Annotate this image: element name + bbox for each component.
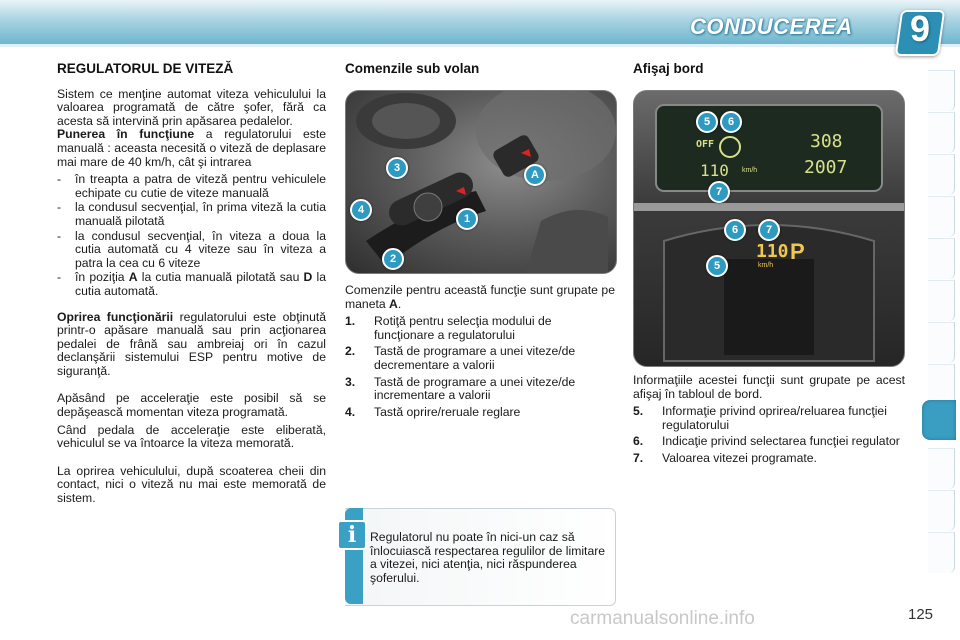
control-item: 4. Tastă oprire/reruale reglare [345,404,521,419]
release-paragraph: Când pedala de acceleraţie este eliberată, vehiculul se va întoarce la viteza memorată. [57,422,326,451]
callout-1: 1 [456,208,478,230]
intro-paragraph: Sistem ce menţine automat viteza vehiculului la valoarea programată de către şofer, fără ca acesta să intervină prin apăsarea pedalelor. [57,86,326,128]
steering-controls-section [345,62,615,88]
callout-4: 4 [350,199,372,221]
callout-7: 7 [758,219,780,241]
section-heading: REGULATORUL DE VITEZĂ [57,61,234,76]
activation-label: Punerea în funcţiune [57,127,195,142]
display-description [633,374,905,469]
condition-item: - în treapta a patra de viteză pentru vehiculele echipate cu cutie de viteze manuală [57,172,326,200]
callout-6: 6 [720,111,742,133]
display-odometer: 308 [810,131,843,152]
display-bottom-unit: km/h [758,262,774,269]
callout-2: 2 [382,248,404,270]
condition-item: - în poziţia A la cutia manuală pilotată sau D la cutia automată. [57,270,327,298]
steering-stalk-photo [345,90,617,274]
activation-text: a regulatorului este manuală : aceasta necesită o viteză de deplasare mai mare de 40 km/h, cât şi intrarea [57,127,326,169]
steering-stalk-illustration [346,91,616,273]
display-item: 5. Informaţie privind oprirea/reluarea funcţiei regulatorului [633,404,887,432]
stalk-caption: Comenzile pentru această funcţie sunt grupate pe maneta A. [345,283,615,311]
display-caption: Informaţiile acestei funcţii sunt grupate pe acest afişaj în tabloul de bord. [633,373,905,401]
control-item: 1. Rotiţă pentru selecţia modului de funcţionare a regulatorului [345,314,552,342]
stalk-description [345,284,615,422]
section-heading: Comenzile sub volan [345,61,480,76]
chapter-tab[interactable] [928,448,955,489]
shutdown-paragraph: La oprirea vehiculului, după scoaterea cheii din contact, nici o viteză nu mai este memorată de sistem. [57,463,326,506]
chapter-tab[interactable] [928,490,955,531]
section-heading: Afişaj bord [633,61,704,76]
chapter-number: 9 [909,8,931,49]
chapter-tab[interactable] [928,532,955,573]
chapter-tab-active[interactable] [922,400,956,440]
callout-5: 5 [706,255,728,277]
dashboard-display-photo [633,90,905,367]
callout-a: A [524,164,546,186]
chapter-tab[interactable] [928,322,955,363]
display-trip: 2007 [804,157,848,178]
activation-conditions [57,173,326,298]
control-item: 2. Tastă de programare a unei viteze/de decrementare a valorii [345,344,576,372]
chapter-tab[interactable] [928,112,955,153]
chapter-tab[interactable] [928,196,955,237]
condition-item: - la condusul secvenţial, în viteza a doua la cutia automată cu 4 viteze sau în viteza a patra la cea cu 6 viteze [57,228,326,270]
callout-7: 7 [708,181,730,203]
chapter-title: CONDUCEREA [690,14,853,39]
callout-3: 3 [386,157,408,179]
deactivation-label: Oprirea funcţionării [57,309,174,324]
info-icon: i [337,520,367,550]
page-number: 125 [908,606,934,623]
display-item: 7. Valoarea vitezei programate. [633,450,817,465]
activation-paragraph [57,128,326,169]
control-item: 3. Tastă de programare a unei viteze/de incrementare a valorii [345,374,576,403]
chapter-tab[interactable] [928,154,955,195]
display-bottom-speed: 110 [756,241,789,262]
display-set-speed: 110 [700,161,729,180]
dashboard-display-section [633,62,905,88]
cruise-control-section [57,62,326,506]
chapter-tab[interactable] [928,70,955,111]
watermark: carmanualsonline.info [570,608,755,629]
chapter-tab-strip [926,70,960,570]
display-off-label: OFF [696,139,715,150]
header-divider [0,44,960,47]
chapter-tab[interactable] [928,280,955,321]
callout-5: 5 [696,111,718,133]
display-item: 6. Indicaţie privind selectarea funcţiei regulator [633,434,900,449]
chapter-tab[interactable] [928,238,955,279]
deactivation-paragraph: Oprirea funcţionării regulatorului este obţinută printr-o apăsare manuală sau prin acţionarea pedalei de frână sau ambreiaj ori în cazul declanşării sistemului ESP pentru motive de siguranţă. [57,309,327,378]
display-gear: P [790,239,805,264]
acceleration-paragraph: Apăsând pe acceleraţie este posibil să se depăşească momentan viteza programată. [57,391,326,420]
info-note-text: Regulatorul nu poate în nici-un caz să înlocuiască respectarea regulilor de limitare a vitezei, nici atenţia, nici răspunderea şoferului. [370,530,606,585]
display-speed-unit: km/h [742,167,758,174]
condition-item: - la condusul secvenţial, în prima viteză la cutia manuală pilotată [57,200,326,228]
chapter-tab[interactable] [928,364,955,405]
callout-6: 6 [724,219,746,241]
display-items-list [633,405,905,465]
controls-list [345,315,615,419]
